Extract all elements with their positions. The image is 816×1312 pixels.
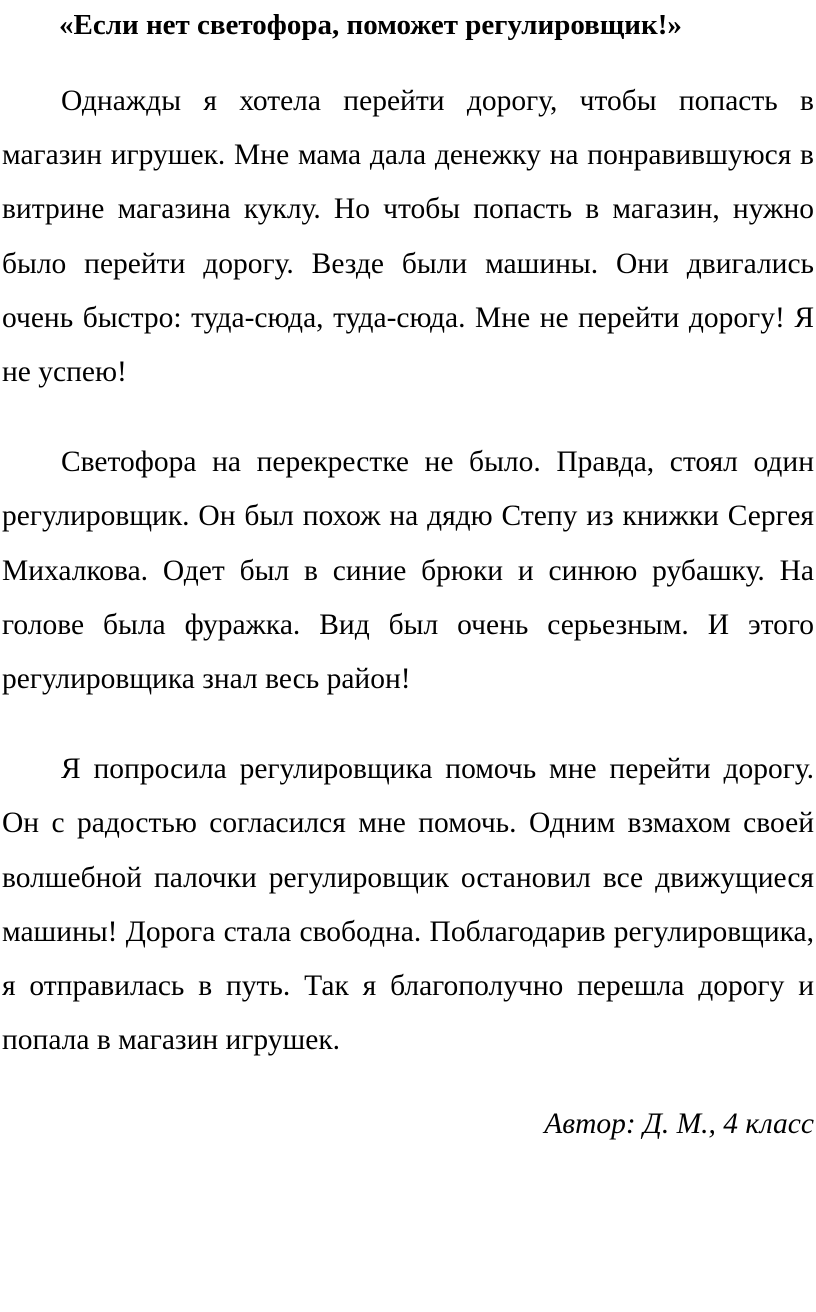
author-signature: Автор: Д. М., 4 класс — [544, 1108, 814, 1140]
paragraph-2: Светофора на перекрестке не было. Правда, стоял один регулировщик. Он был похож на дядю Степу из книжки Сергея Михалкова. Одет был в синие брюки и синюю рубашку. На голове была фуражка. Вид был очень серьезным. И этого регулировщика знал весь район! — [2, 446, 814, 696]
paragraph-3: Я попросила регулировщика помочь мне перейти дорогу. Он с радостью согласился мне помочь. Одним взмахом своей волшебной палочки регулировщик остановил все движущиеся машины! Дорога стала свободна. Поблагодарив регулировщика, я отправилась в путь. Так я благополучно перешла дорогу и попала в магазин игрушек. — [2, 753, 814, 1057]
paragraph-1: Однажды я хотела перейти дорогу, чтобы попасть в магазин игрушек. Мне мама дала денежку на понравившуюся в витрине магазина куклу. Но чтобы попасть в магазин, нужно было перейти дорогу. Везде были машины. Они двигались очень быстро: туда-сюда, туда-сюда. Мне не перейти дорогу! Я не успею! — [2, 85, 814, 389]
document-title: «Если нет светофора, поможет регулировщик!» — [59, 9, 682, 41]
